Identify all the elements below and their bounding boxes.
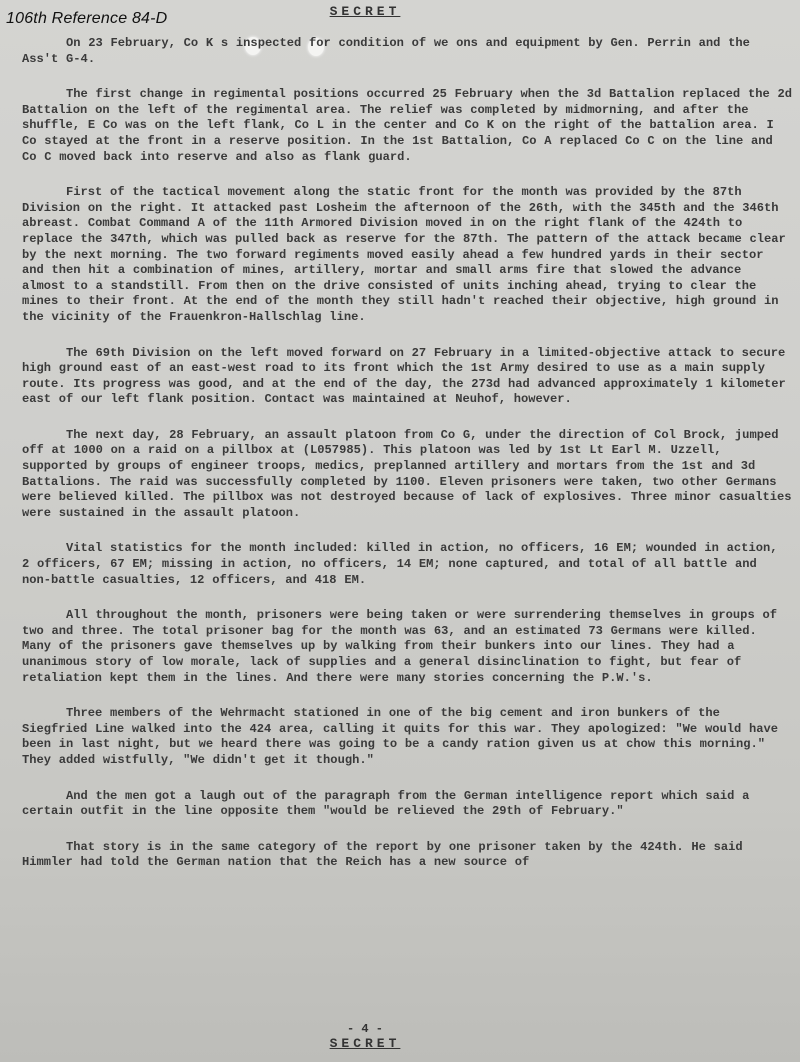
page-number: - 4 - [346, 1022, 383, 1036]
reference-label: 106th Reference 84-D [6, 10, 168, 27]
paragraph-german-intelligence: And the men got a laugh out of the paragraph from the German intelligence report which said a certain outfit in the line opposite them "would be relieved the 29th of February." [22, 788, 750, 819]
paragraph-69th-division: The 69th Division on the left moved forward on 27 February in a limited-objective attack to secure high ground east of an east-west road to its front which the 1st Army desired to use as a main supply route. Its progress was good, and at the end of the day, the 273d had advanced approximately 1 kilometer east of our left flank position. Contact was maintained at Neuhof, however. [22, 345, 786, 407]
document-body [22, 36, 792, 891]
paragraph-assault-platoon: The next day, 28 February, an assault platoon from Co G, under the direction of Col Brock, jumped off at 1000 on a raid on a pillbox at (L057985). This platoon was led by 1st Lt Earl M. Uzzell, supported by groups of engineer troops, medics, preplanned artillery and mortars from the 1st and 3d Battalions. The raid was successfully completed by 1100. Eleven prisoners were taken, two other Germans were believed killed. The pillbox was not destroyed because of lack of explosives. Three minor casualties were sustained in the assault platoon. [22, 427, 792, 520]
paragraph-himmler-story: That story is in the same category of the report by one prisoner taken by the 424th. He said Himmler had told the German nation that the Reich has a new source of [22, 839, 743, 870]
paragraph-inspection: On 23 February, Co K s inspected for condition of we ons and equipment by Gen. Perrin and the Ass't G-4. [22, 36, 750, 66]
paragraph-tactical-movement: First of the tactical movement along the static front for the month was provided by the 87th Division on the right. It attacked past Losheim the afternoon of the 26th, with the 345th and the 346th abreast. Combat Command A of the 11th Armored Division moved in on the right flank of the 424th to replace the 347th, which was pulled back as reserve for the 87th. The pattern of the attack became clear by the next morning. The two forward regiments moved easily ahead a few hundred yards in their sector and then hit a combination of mines, artillery, mortar and small arms fire that slowed the advance almost to a standstill. From then on the drive consisted of units inching ahead, trying to clear the mines to their front. At the end of the month they still hadn't reached their objective, high ground in the vicinity of the Frauenkron-Hallschlag line. [22, 185, 786, 324]
paragraph-vital-statistics: Vital statistics for the month included: killed in action, no officers, 16 EM; wounded in action, 2 officers, 67 EM; missing in action, no officers, 14 EM; none captured, and total of all battle and non-battle casualties, 12 officers, and 418 EM. [22, 541, 778, 587]
paragraph-regimental-positions: The first change in regimental positions occurred 25 February when the 3d Battalion replaced the 2d Battalion on the left of the regimental area. The relief was completed by midmorning, and after the shuffle, E Co was on the left flank, Co L in the center and Co K on the right of the battalion area. I Co stayed at the front in a reserve position. In the 1st Battalion, Co A replaced Co C on the line and Co C moved back into reserve and also as flank guard. [22, 87, 792, 164]
classification-header: SECRET [329, 4, 401, 19]
paragraph-prisoners: All throughout the month, prisoners were being taken or were surrendering themselves in groups of two and three. The total prisoner bag for the month was 63, and an estimated 73 Germans were killed. Many of the prisoners gave themselves up by walking from their bunkers into our lines. They had a unanimous story of low morale, lack of supplies and a general disinclination to fight, but fear of retaliation kept them in the lines. And there were many stories concerning the P.W.'s. [22, 608, 777, 685]
paragraph-wehrmacht-members: Three members of the Wehrmacht stationed in one of the big cement and iron bunkers of the Siegfried Line walked into the 424 area, calling it quits for this war. They apologized: "We would have been in last night, but we heard there was going to be a candy ration given us at chow this morning." They added wistfully, "We didn't get it though." [22, 706, 779, 767]
classification-footer: SECRET [329, 1036, 401, 1051]
